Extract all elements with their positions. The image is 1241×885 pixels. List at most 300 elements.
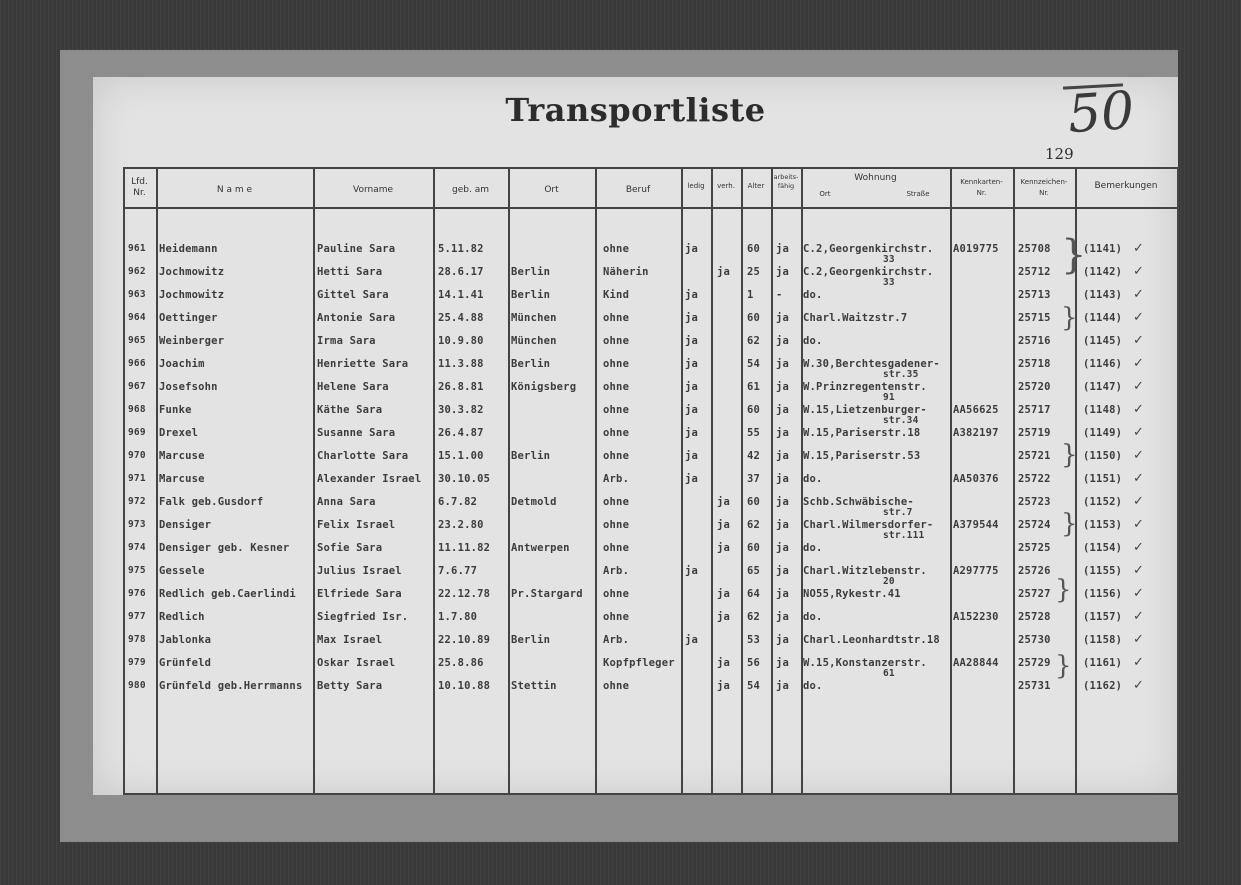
- cell-wohnung: Schb.Schwäbische-: [803, 496, 914, 508]
- cell-beruf: Arb.: [603, 565, 630, 577]
- cell-geb: 22.10.89: [438, 634, 491, 646]
- cell-name: Densiger geb. Kesner: [159, 542, 290, 554]
- cell-kennkarte: A379544: [953, 519, 999, 531]
- header-beruf: Beruf: [625, 185, 651, 195]
- cell-nr: 969: [128, 427, 146, 438]
- cell-name: Gessele: [159, 565, 205, 577]
- cell-nr: 979: [128, 657, 146, 668]
- cell-af: ja: [776, 266, 790, 278]
- check-mark-icon: ✓: [1133, 540, 1144, 555]
- cell-ledig: ja: [685, 289, 699, 301]
- cell-nr: 963: [128, 289, 146, 300]
- header-ledig: ledig: [687, 182, 705, 190]
- cell-beruf: ohne: [603, 335, 630, 347]
- col-line: [433, 167, 435, 795]
- cell-vorname: Elfriede Sara: [317, 588, 402, 600]
- cell-vorname: Felix Israel: [317, 519, 396, 531]
- cell-wohnung: Charl.Leonhardtstr.18: [803, 634, 940, 646]
- cell-name: Falk geb.Gusdorf: [159, 496, 264, 508]
- cell-name: Josefsohn: [159, 381, 218, 393]
- cell-ledig: ja: [685, 473, 699, 485]
- cell-bem: (1143): [1083, 289, 1123, 301]
- cell-beruf: Arb.: [603, 473, 630, 485]
- cell-ledig: ja: [685, 404, 699, 416]
- cell-vorname: Charlotte Sara: [317, 450, 409, 462]
- cell-kennzeichen: 25715: [1018, 312, 1051, 324]
- document-title: Transportliste: [505, 91, 766, 129]
- cell-kennzeichen: 25728: [1018, 611, 1051, 623]
- cell-name: Funke: [159, 404, 192, 416]
- cell-geb: 5.11.82: [438, 243, 484, 255]
- check-mark-icon: ✓: [1133, 402, 1144, 417]
- cell-geb: 15.1.00: [438, 450, 484, 462]
- cell-kennzeichen: 25722: [1018, 473, 1051, 485]
- cell-kennzeichen: 25720: [1018, 381, 1051, 393]
- check-mark-icon: ✓: [1133, 287, 1144, 302]
- cell-nr: 973: [128, 519, 146, 530]
- header-kennzeichen-nr: Kennzeichen- Nr.: [1020, 178, 1068, 197]
- cell-nr: 978: [128, 634, 146, 645]
- cell-bem: (1155): [1083, 565, 1123, 577]
- cell-af: ja: [776, 243, 790, 255]
- cell-kennzeichen: 25721: [1018, 450, 1051, 462]
- cell-name: Densiger: [159, 519, 212, 531]
- cell-beruf: Kopfpfleger: [603, 657, 675, 669]
- cell-kennzeichen: 25718: [1018, 358, 1051, 370]
- cell-name: Redlich geb.Caerlindi: [159, 588, 296, 600]
- cell-vorname: Max Israel: [317, 634, 383, 646]
- check-mark-icon: ✓: [1133, 448, 1144, 463]
- cell-name: Drexel: [159, 427, 199, 439]
- col-line: [156, 167, 158, 795]
- cell-ledig: ja: [685, 427, 699, 439]
- cell-wohnung: Charl.Waitzstr.7: [803, 312, 908, 324]
- cell-vorname: Julius Israel: [317, 565, 402, 577]
- check-mark-icon: ✓: [1133, 264, 1144, 279]
- cell-af: ja: [776, 588, 790, 600]
- cell-verh: ja: [717, 588, 731, 600]
- cell-af: ja: [776, 680, 790, 692]
- header-name: N a m e: [216, 185, 253, 195]
- cell-kennkarte: AA28844: [953, 657, 999, 669]
- cell-vorname: Anna Sara: [317, 496, 376, 508]
- cell-alter: 53: [747, 634, 761, 646]
- cell-kennzeichen: 25727: [1018, 588, 1051, 600]
- transport-list-sheet: [93, 77, 1178, 795]
- cell-alter: 54: [747, 680, 761, 692]
- cell-alter: 62: [747, 611, 761, 623]
- cell-nr: 977: [128, 611, 146, 622]
- cell-nr: 980: [128, 680, 146, 691]
- cell-kennzeichen: 25724: [1018, 519, 1051, 531]
- check-mark-icon: ✓: [1133, 655, 1144, 670]
- col-line: [950, 167, 952, 795]
- cell-beruf: ohne: [603, 243, 630, 255]
- cell-alter: 54: [747, 358, 761, 370]
- cell-wohnung: W.15,Pariserstr.53: [803, 450, 921, 462]
- cell-wohnung: W.15,Pariserstr.18: [803, 427, 921, 439]
- header-ort: Ort: [544, 185, 559, 195]
- cell-bem: (1147): [1083, 381, 1123, 393]
- header-vorname: Vorname: [352, 185, 394, 195]
- table-bottom-line: [123, 793, 1178, 795]
- cell-bem: (1156): [1083, 588, 1123, 600]
- cell-ledig: ja: [685, 381, 699, 393]
- check-mark-icon: ✓: [1133, 494, 1144, 509]
- cell-geb: 26.4.87: [438, 427, 484, 439]
- cell-af: ja: [776, 657, 790, 669]
- cell-wohnung-line2: 33: [883, 254, 895, 265]
- header-top-line: [123, 167, 1178, 169]
- col-line: [681, 167, 683, 795]
- cell-beruf: Näherin: [603, 266, 649, 278]
- cell-beruf: ohne: [603, 450, 630, 462]
- cell-nr: 972: [128, 496, 146, 507]
- cell-beruf: ohne: [603, 519, 630, 531]
- cell-kennzeichen: 25729: [1018, 657, 1051, 669]
- cell-af: ja: [776, 634, 790, 646]
- cell-beruf: ohne: [603, 404, 630, 416]
- header-geb-am: geb. am: [452, 185, 489, 195]
- header-kennkarten-nr: Kennkarten- Nr.: [960, 178, 1003, 197]
- cell-kennzeichen: 25730: [1018, 634, 1051, 646]
- cell-bem: (1144): [1083, 312, 1123, 324]
- cell-bem: (1161): [1083, 657, 1123, 669]
- cell-bem: (1157): [1083, 611, 1123, 623]
- cell-nr: 971: [128, 473, 146, 484]
- cell-beruf: Kind: [603, 289, 630, 301]
- cell-alter: 60: [747, 312, 761, 324]
- cell-ort: Berlin: [511, 634, 551, 646]
- cell-nr: 976: [128, 588, 146, 599]
- cell-alter: 64: [747, 588, 761, 600]
- cell-geb: 22.12.78: [438, 588, 491, 600]
- cell-vorname: Siegfried Isr.: [317, 611, 409, 623]
- header-alter: Alter: [747, 182, 765, 190]
- cell-ort: Antwerpen: [511, 542, 570, 554]
- cell-name: Jochmowitz: [159, 266, 225, 278]
- cell-wohnung: W.15,Konstanzerstr.: [803, 657, 927, 669]
- check-mark-icon: ✓: [1133, 310, 1144, 325]
- cell-ort: München: [511, 312, 557, 324]
- cell-wohnung: do.: [803, 335, 823, 347]
- cell-ort: Berlin: [511, 289, 551, 301]
- cell-kennzeichen: 25717: [1018, 404, 1051, 416]
- cell-wohnung: do.: [803, 289, 823, 301]
- cell-vorname: Pauline Sara: [317, 243, 396, 255]
- cell-vorname: Oskar Israel: [317, 657, 396, 669]
- cell-geb: 1.7.80: [438, 611, 478, 623]
- cell-geb: 10.9.80: [438, 335, 484, 347]
- cell-alter: 37: [747, 473, 761, 485]
- handwritten-page-number: 50: [1065, 80, 1137, 146]
- col-line: [313, 167, 315, 795]
- cell-bem: (1153): [1083, 519, 1123, 531]
- cell-name: Jablonka: [159, 634, 212, 646]
- cell-vorname: Henriette Sara: [317, 358, 409, 370]
- cell-wohnung-line2: 91: [883, 392, 895, 403]
- cell-vorname: Irma Sara: [317, 335, 376, 347]
- cell-nr: 962: [128, 266, 146, 277]
- cell-kennkarte: AA56625: [953, 404, 999, 416]
- cell-vorname: Antonie Sara: [317, 312, 396, 324]
- cell-kennzeichen: 25726: [1018, 565, 1051, 577]
- cell-geb: 23.2.80: [438, 519, 484, 531]
- cell-bem: (1162): [1083, 680, 1123, 692]
- cell-bem: (1145): [1083, 335, 1123, 347]
- cell-nr: 968: [128, 404, 146, 415]
- cell-wohnung: W.30,Berchtesgadener-: [803, 358, 940, 370]
- cell-wohnung: NO55,Rykestr.41: [803, 588, 901, 600]
- cell-ledig: ja: [685, 243, 699, 255]
- header-arbeitsfaehig: arbeits- fähig: [773, 173, 799, 190]
- header-bemerkungen: Bemerkungen: [1094, 181, 1158, 191]
- cell-verh: ja: [717, 657, 731, 669]
- cell-wohnung: do.: [803, 611, 823, 623]
- cell-beruf: ohne: [603, 312, 630, 324]
- cell-wohnung-line2: str.34: [883, 415, 919, 426]
- brace-mark: }: [1061, 440, 1078, 470]
- page-number: 129: [1045, 145, 1074, 163]
- cell-bem: (1151): [1083, 473, 1123, 485]
- cell-alter: 1: [747, 289, 754, 301]
- check-mark-icon: ✓: [1133, 563, 1144, 578]
- cell-ledig: ja: [685, 634, 699, 646]
- col-line: [1013, 167, 1015, 795]
- cell-beruf: ohne: [603, 588, 630, 600]
- cell-kennzeichen: 25723: [1018, 496, 1051, 508]
- cell-bem: (1148): [1083, 404, 1123, 416]
- cell-wohnung: W.Prinzregentenstr.: [803, 381, 927, 393]
- cell-alter: 56: [747, 657, 761, 669]
- check-mark-icon: ✓: [1133, 356, 1144, 371]
- cell-name: Heidemann: [159, 243, 218, 255]
- cell-verh: ja: [717, 266, 731, 278]
- cell-geb: 28.6.17: [438, 266, 484, 278]
- cell-af: ja: [776, 404, 790, 416]
- cell-ort: Stettin: [511, 680, 557, 692]
- check-mark-icon: ✓: [1133, 471, 1144, 486]
- cell-alter: 62: [747, 519, 761, 531]
- cell-kennzeichen: 25725: [1018, 542, 1051, 554]
- cell-wohnung: Charl.Witzlebenstr.: [803, 565, 927, 577]
- cell-beruf: ohne: [603, 542, 630, 554]
- header-verh: verh.: [717, 182, 735, 190]
- cell-vorname: Betty Sara: [317, 680, 383, 692]
- cell-wohnung-line2: str.111: [883, 530, 925, 541]
- cell-ledig: ja: [685, 358, 699, 370]
- header-bottom-line: [123, 207, 1178, 209]
- cell-kennzeichen: 25708: [1018, 243, 1051, 255]
- check-mark-icon: ✓: [1133, 517, 1144, 532]
- cell-nr: 961: [128, 243, 146, 254]
- cell-nr: 975: [128, 565, 146, 576]
- cell-bem: (1141): [1083, 243, 1123, 255]
- cell-verh: ja: [717, 519, 731, 531]
- cell-kennkarte: A297775: [953, 565, 999, 577]
- cell-kennkarte: A382197: [953, 427, 999, 439]
- cell-af: ja: [776, 312, 790, 324]
- cell-wohnung: C.2,Georgenkirchstr.: [803, 266, 934, 278]
- cell-nr: 970: [128, 450, 146, 461]
- cell-verh: ja: [717, 542, 731, 554]
- cell-geb: 25.8.86: [438, 657, 484, 669]
- cell-kennzeichen: 25716: [1018, 335, 1051, 347]
- cell-vorname: Sofie Sara: [317, 542, 383, 554]
- cell-af: ja: [776, 542, 790, 554]
- cell-name: Oettinger: [159, 312, 218, 324]
- cell-vorname: Käthe Sara: [317, 404, 383, 416]
- cell-af: ja: [776, 427, 790, 439]
- cell-vorname: Hetti Sara: [317, 266, 383, 278]
- col-line: [123, 167, 125, 795]
- cell-bem: (1149): [1083, 427, 1123, 439]
- cell-beruf: ohne: [603, 611, 630, 623]
- cell-name: Weinberger: [159, 335, 225, 347]
- cell-alter: 60: [747, 404, 761, 416]
- check-mark-icon: ✓: [1133, 425, 1144, 440]
- cell-ort: Berlin: [511, 358, 551, 370]
- cell-geb: 10.10.88: [438, 680, 491, 692]
- cell-alter: 60: [747, 496, 761, 508]
- cell-name: Grünfeld geb.Herrmanns: [159, 680, 303, 692]
- cell-kennzeichen: 25713: [1018, 289, 1051, 301]
- cell-beruf: ohne: [603, 427, 630, 439]
- cell-name: Marcuse: [159, 473, 205, 485]
- col-line: [595, 167, 597, 795]
- cell-nr: 974: [128, 542, 146, 553]
- cell-kennzeichen: 25719: [1018, 427, 1051, 439]
- cell-ort: Berlin: [511, 266, 551, 278]
- col-line: [711, 167, 713, 795]
- cell-ledig: ja: [685, 312, 699, 324]
- cell-alter: 60: [747, 542, 761, 554]
- cell-alter: 25: [747, 266, 761, 278]
- cell-verh: ja: [717, 611, 731, 623]
- cell-af: ja: [776, 381, 790, 393]
- cell-af: ja: [776, 450, 790, 462]
- cell-alter: 55: [747, 427, 761, 439]
- cell-verh: ja: [717, 680, 731, 692]
- cell-geb: 11.3.88: [438, 358, 484, 370]
- cell-kennzeichen: 25731: [1018, 680, 1051, 692]
- cell-nr: 964: [128, 312, 146, 323]
- cell-ort: Königsberg: [511, 381, 577, 393]
- cell-geb: 7.6.77: [438, 565, 478, 577]
- cell-vorname: Gittel Sara: [317, 289, 389, 301]
- cell-ort: München: [511, 335, 557, 347]
- cell-geb: 25.4.88: [438, 312, 484, 324]
- cell-beruf: Arb.: [603, 634, 630, 646]
- cell-name: Grünfeld: [159, 657, 212, 669]
- cell-bem: (1142): [1083, 266, 1123, 278]
- cell-beruf: ohne: [603, 381, 630, 393]
- check-mark-icon: ✓: [1133, 241, 1144, 256]
- cell-af: ja: [776, 496, 790, 508]
- cell-ort: Berlin: [511, 450, 551, 462]
- cell-name: Marcuse: [159, 450, 205, 462]
- cell-wohnung: C.2,Georgenkirchstr.: [803, 243, 934, 255]
- cell-name: Jochmowitz: [159, 289, 225, 301]
- cell-kennzeichen: 25712: [1018, 266, 1051, 278]
- cell-geb: 14.1.41: [438, 289, 484, 301]
- cell-verh: ja: [717, 496, 731, 508]
- cell-geb: 30.3.82: [438, 404, 484, 416]
- cell-geb: 30.10.05: [438, 473, 491, 485]
- cell-wohnung: Charl.Wilmersdorfer-: [803, 519, 934, 531]
- cell-vorname: Susanne Sara: [317, 427, 396, 439]
- col-line: [771, 167, 773, 795]
- cell-af: ja: [776, 565, 790, 577]
- cell-af: -: [776, 289, 783, 301]
- cell-geb: 26.8.81: [438, 381, 484, 393]
- header-lfd-nr: Lfd. Nr.: [131, 177, 148, 198]
- col-line: [508, 167, 510, 795]
- cell-wohnung: do.: [803, 542, 823, 554]
- cell-af: ja: [776, 611, 790, 623]
- cell-nr: 966: [128, 358, 146, 369]
- cell-vorname: Helene Sara: [317, 381, 389, 393]
- cell-nr: 967: [128, 381, 146, 392]
- cell-wohnung-line2: 20: [883, 576, 895, 587]
- cell-beruf: ohne: [603, 496, 630, 508]
- cell-bem: (1154): [1083, 542, 1123, 554]
- cell-wohnung: do.: [803, 680, 823, 692]
- cell-alter: 62: [747, 335, 761, 347]
- cell-af: ja: [776, 519, 790, 531]
- check-mark-icon: ✓: [1133, 632, 1144, 647]
- check-mark-icon: ✓: [1133, 678, 1144, 693]
- cell-alter: 60: [747, 243, 761, 255]
- cell-name: Redlich: [159, 611, 205, 623]
- cell-beruf: ohne: [603, 358, 630, 370]
- cell-beruf: ohne: [603, 680, 630, 692]
- cell-nr: 965: [128, 335, 146, 346]
- brace-mark: }: [1055, 651, 1072, 681]
- cell-ledig: ja: [685, 450, 699, 462]
- cell-kennkarte: AA50376: [953, 473, 999, 485]
- cell-kennkarte: A152230: [953, 611, 999, 623]
- brace-mark: }: [1061, 509, 1078, 539]
- cell-geb: 6.7.82: [438, 496, 478, 508]
- cell-alter: 42: [747, 450, 761, 462]
- cell-wohnung-line2: str.35: [883, 369, 919, 380]
- check-mark-icon: ✓: [1133, 379, 1144, 394]
- brace-mark: }: [1061, 303, 1078, 333]
- cell-wohnung-line2: 61: [883, 668, 895, 679]
- check-mark-icon: ✓: [1133, 586, 1144, 601]
- cell-name: Joachim: [159, 358, 205, 370]
- cell-ort: Pr.Stargard: [511, 588, 583, 600]
- header-wohnung-strasse: Straße: [906, 190, 930, 198]
- check-mark-icon: ✓: [1133, 609, 1144, 624]
- cell-af: ja: [776, 335, 790, 347]
- cell-alter: 61: [747, 381, 761, 393]
- cell-bem: (1158): [1083, 634, 1123, 646]
- cell-wohnung-line2: str.7: [883, 507, 913, 518]
- col-line: [741, 167, 743, 795]
- cell-alter: 65: [747, 565, 761, 577]
- header-wohnung: Wohnung: [854, 173, 897, 183]
- col-line: [1177, 167, 1179, 795]
- cell-wohnung: W.15,Lietzenburger-: [803, 404, 927, 416]
- cell-vorname: Alexander Israel: [317, 473, 422, 485]
- check-mark-icon: ✓: [1133, 333, 1144, 348]
- cell-af: ja: [776, 358, 790, 370]
- cell-ort: Detmold: [511, 496, 557, 508]
- cell-wohnung: do.: [803, 473, 823, 485]
- cell-af: ja: [776, 473, 790, 485]
